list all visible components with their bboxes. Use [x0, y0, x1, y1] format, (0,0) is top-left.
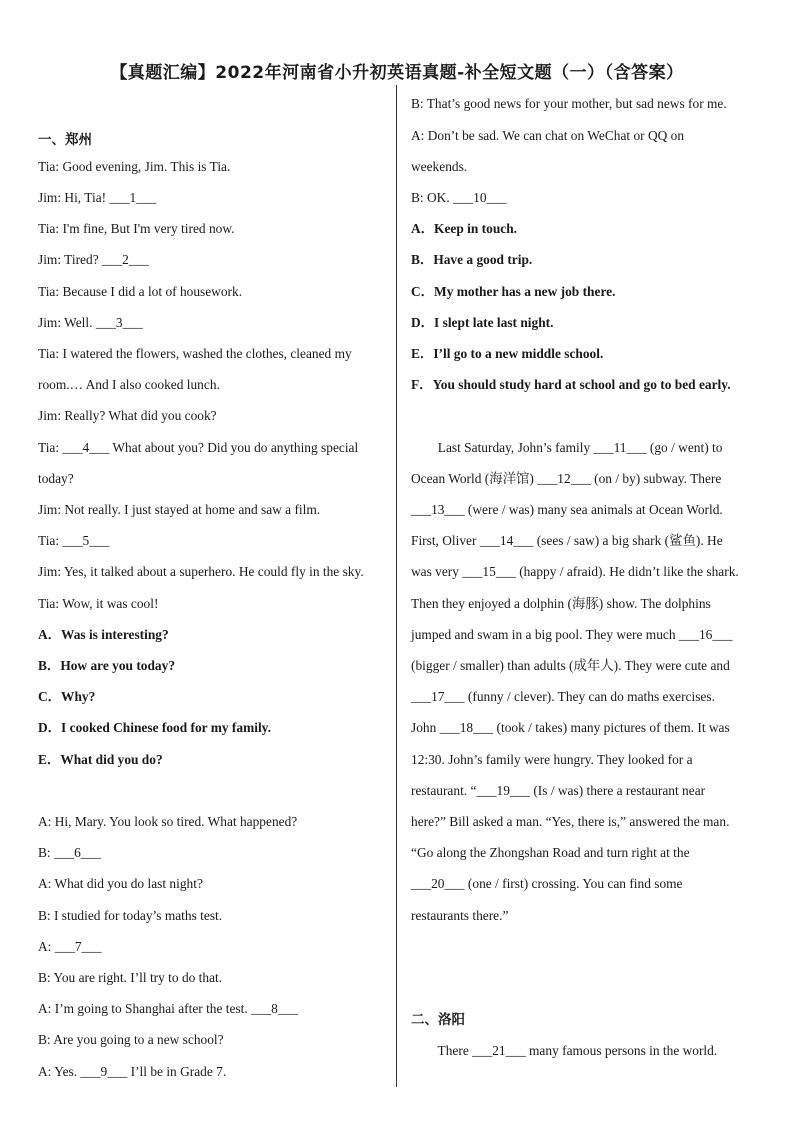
dialog-line: Tia: ___5___	[38, 533, 110, 548]
dialog-line: Jim: Hi, Tia! ___1___	[38, 190, 157, 205]
option-item: B．How are you today?	[38, 658, 176, 673]
column-divider	[396, 85, 397, 1087]
option-item: E．What did you do?	[38, 752, 163, 767]
dialog-line: A: Don’t be sad. We can chat on WeChat or QQ on	[411, 128, 685, 143]
dialog-line: Jim: Really? What did you cook?	[38, 408, 217, 423]
option-item: F．You should study hard at school and go to bed early.	[411, 377, 731, 392]
dialog-line: Tia: Wow, it was cool!	[38, 596, 159, 611]
dialog-line: B: That’s good news for your mother, but sad news for me.	[411, 96, 727, 111]
dialog-line: A: Hi, Mary. You look so tired. What happened?	[38, 814, 298, 829]
passage-line: Last Saturday, John’s family ___11___ (go / went) to	[411, 440, 723, 455]
dialog-line: Jim: Well. ___3___	[38, 315, 143, 330]
passage-line: jumped and swam in a big pool. They were much ___16___	[411, 627, 733, 642]
passage-line: restaurant. “___19___ (Is / was) there a restaurant near	[411, 783, 706, 798]
passage-line: First, Oliver ___14___ (sees / saw) a big shark (鲨鱼). He	[411, 533, 723, 548]
option-item: D．I slept late last night.	[411, 315, 554, 330]
dialog-line: A: What did you do last night?	[38, 876, 203, 891]
dialog-line: Jim: Yes, it talked about a superhero. He could fly in the sky.	[38, 564, 364, 579]
dialog-line: B: I studied for today’s maths test.	[38, 908, 223, 923]
dialog-line: room.… And I also cooked lunch.	[38, 377, 220, 392]
dialog-line: Tia: I'm fine, But I'm very tired now.	[38, 221, 235, 236]
dialog-line: A: ___7___	[38, 939, 102, 954]
passage-line: was very ___15___ (happy / afraid). He didn’t like the shark.	[411, 564, 739, 579]
option-item: D．I cooked Chinese food for my family.	[38, 720, 271, 735]
dialog-line: Tia: Because I did a lot of housework.	[38, 284, 243, 299]
page-title: 【真题汇编】2022年河南省小升初英语真题-补全短文题（一）（含答案）	[110, 63, 684, 83]
dialog-line: Jim: Not really. I just stayed at home and saw a film.	[38, 502, 321, 517]
passage-line: here?” Bill asked a man. “Yes, there is,” answered the man.	[411, 814, 730, 829]
dialog-line: weekends.	[411, 159, 468, 174]
passage-line: John ___18___ (took / takes) many pictures of them. It was	[411, 720, 730, 735]
passage-line: Ocean World (海洋馆) ___12___ (on / by) subway. There	[411, 471, 722, 486]
dialog-line: B: You are right. I’ll try to do that.	[38, 970, 223, 985]
passage-line: ___20___ (one / first) crossing. You can find some	[411, 876, 683, 891]
dialog-line: B: OK. ___10___	[411, 190, 507, 205]
dialog-line: Tia: ___4___ What about you? Did you do anything special	[38, 440, 359, 455]
section-heading-zhengzhou: 一、郑州	[38, 132, 92, 148]
option-item: A．Was is interesting?	[38, 627, 169, 642]
option-item: E．I’ll go to a new middle school.	[411, 346, 604, 361]
dialog-line: A: Yes. ___9___ I’ll be in Grade 7.	[38, 1064, 227, 1079]
passage-line: ___13___ (were / was) many sea animals at Ocean World.	[411, 502, 723, 517]
passage-line: (bigger / smaller) than adults (成年人). They were cute and	[411, 658, 730, 673]
dialog-line: today?	[38, 471, 74, 486]
dialog-line: A: I’m going to Shanghai after the test. ___8___	[38, 1001, 298, 1016]
passage-line: ___17___ (funny / clever). They can do maths exercises.	[411, 689, 715, 704]
option-item: A．Keep in touch.	[411, 221, 518, 236]
dialog-line: Jim: Tired? ___2___	[38, 252, 149, 267]
option-item: B．Have a good trip.	[411, 252, 533, 267]
passage-line: “Go along the Zhongshan Road and turn right at the	[411, 845, 690, 860]
section-heading-luoyang: 二、洛阳	[411, 1012, 465, 1028]
dialog-line: B: ___6___	[38, 845, 101, 860]
option-item: C．My mother has a new job there.	[411, 284, 616, 299]
dialog-line: Tia: I watered the flowers, washed the clothes, cleaned my	[38, 346, 352, 361]
dialog-line: Tia: Good evening, Jim. This is Tia.	[38, 159, 231, 174]
option-item: C．Why?	[38, 689, 96, 704]
passage-line: 12:30. John’s family were hungry. They looked for a	[411, 752, 693, 767]
passage-line: There ___21___ many famous persons in the world.	[411, 1043, 718, 1058]
passage-line: Then they enjoyed a dolphin (海豚) show. The dolphins	[411, 596, 711, 611]
dialog-line: B: Are you going to a new school?	[38, 1032, 224, 1047]
passage-line: restaurants there.”	[411, 908, 509, 923]
